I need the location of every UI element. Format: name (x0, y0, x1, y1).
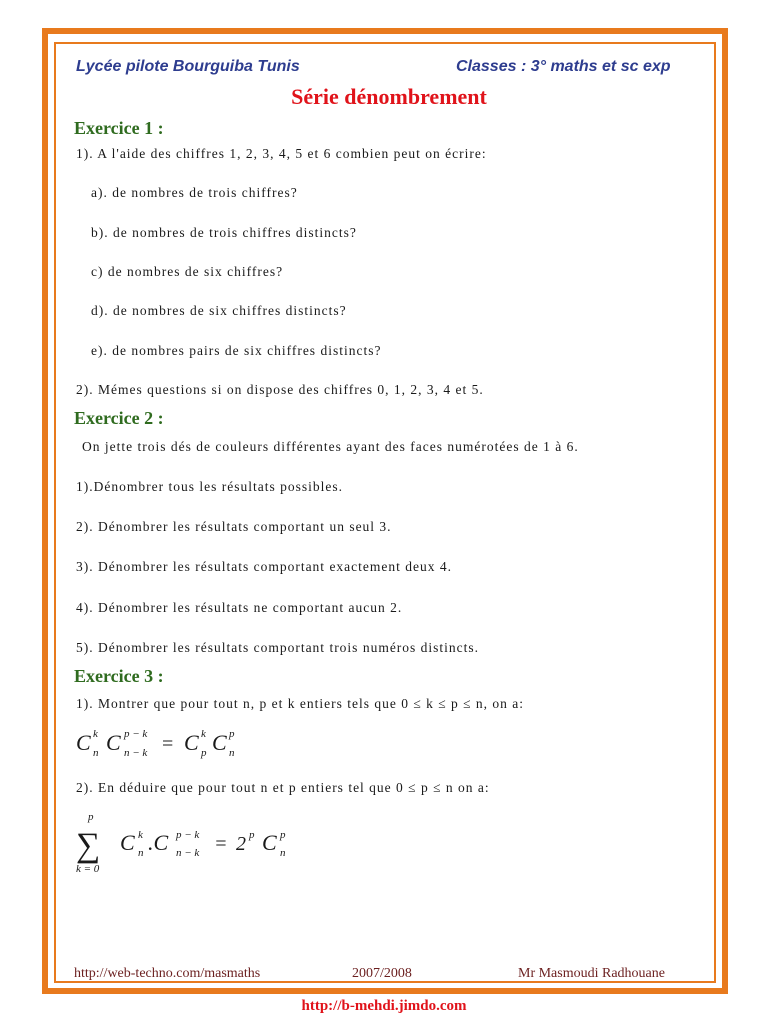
page-title: Série dénombrement (291, 84, 487, 109)
svg-text:p: p (280, 829, 286, 841)
svg-text:p − k: p − k (176, 829, 200, 841)
ex1-question-1: 1). A l'aide des chiffres 1, 2, 3, 4, 5 et 6 combien peut on écrire: (76, 146, 487, 161)
formula-sum (74, 808, 334, 884)
svg-text:k: k (201, 728, 206, 740)
svg-text:p: p (249, 829, 255, 841)
ex3-question-2: 2). En déduire que pour tout n et p entiers tel que 0 ≤ p ≤ n on a: (76, 780, 490, 795)
ex2-question-4: 4). Dénombrer les résultats ne comportant aucun 2. (76, 600, 403, 615)
exercise-2-title: Exercice 2 : (74, 408, 164, 428)
footer-year: 2007/2008 (352, 966, 412, 981)
ex1-item-b: b). de nombres de trois chiffres distincts? (91, 225, 357, 240)
svg-text:=: = (162, 733, 174, 755)
ex2-question-3: 3). Dénombrer les résultats comportant exactement deux 4. (76, 559, 453, 574)
svg-text:n: n (93, 747, 99, 759)
svg-text:p − k: p − k (124, 728, 148, 740)
exercise-1-title: Exercice 1 : (74, 118, 164, 138)
svg-text:n: n (229, 747, 235, 759)
svg-text:n − k: n − k (124, 747, 148, 759)
svg-text:k = 0: k = 0 (76, 863, 100, 875)
ex1-item-e: e). de nombres pairs de six chiffres distincts? (91, 343, 382, 358)
svg-text:k: k (138, 829, 143, 841)
svg-text:n: n (280, 847, 286, 859)
footer-site-link[interactable]: http://web-techno.com/masmaths (74, 966, 261, 981)
bottom-link[interactable]: http://b-mehdi.jimdo.com (301, 998, 467, 1014)
svg-text:2: 2 (236, 833, 246, 855)
svg-text:p: p (229, 728, 235, 740)
svg-text:∑: ∑ (76, 827, 101, 864)
svg-text:C: C (212, 730, 227, 755)
svg-text:n: n (138, 847, 144, 859)
svg-text:.C: .C (148, 830, 169, 855)
footer-author: Mr Masmoudi Radhouane (518, 966, 665, 981)
school-name: Lycée pilote Bourguiba Tunis (76, 58, 300, 75)
svg-text:C: C (76, 730, 91, 755)
ex1-question-2: 2). Mémes questions si on dispose des chiffres 0, 1, 2, 3, 4 et 5. (76, 382, 484, 397)
ex2-question-1: 1).Dénombrer tous les résultats possibles. (76, 479, 343, 494)
svg-text:C: C (262, 830, 277, 855)
svg-text:p: p (88, 811, 94, 823)
svg-text:C: C (106, 730, 121, 755)
formula-sum-svg (74, 808, 334, 878)
svg-text:C: C (184, 730, 199, 755)
ex2-question-5: 5). Dénombrer les résultats comportant trois numéros distincts. (76, 640, 480, 655)
ex1-item-d: d). de nombres de six chiffres distincts? (91, 303, 347, 318)
ex2-intro: On jette trois dés de couleurs différentes ayant des faces numérotées de 1 à 6. (82, 439, 579, 454)
classes-label: Classes : 3° maths et sc exp (456, 58, 671, 75)
svg-text:C: C (120, 830, 135, 855)
svg-text:p: p (201, 747, 207, 759)
exercise-3-title: Exercice 3 : (74, 666, 164, 686)
svg-text:k: k (93, 728, 98, 740)
svg-text:n − k: n − k (176, 847, 200, 859)
svg-text:=: = (214, 833, 228, 855)
ex1-item-a: a). de nombres de trois chiffres? (91, 185, 298, 200)
formula-identity (76, 724, 276, 774)
formula-identity-svg (76, 724, 276, 768)
ex2-question-2: 2). Dénombrer les résultats comportant un seul 3. (76, 519, 392, 534)
ex3-question-1: 1). Montrer que pour tout n, p et k entiers tels que 0 ≤ k ≤ p ≤ n, on a: (76, 696, 525, 711)
ex1-item-c: c) de nombres de six chiffres? (91, 264, 284, 279)
